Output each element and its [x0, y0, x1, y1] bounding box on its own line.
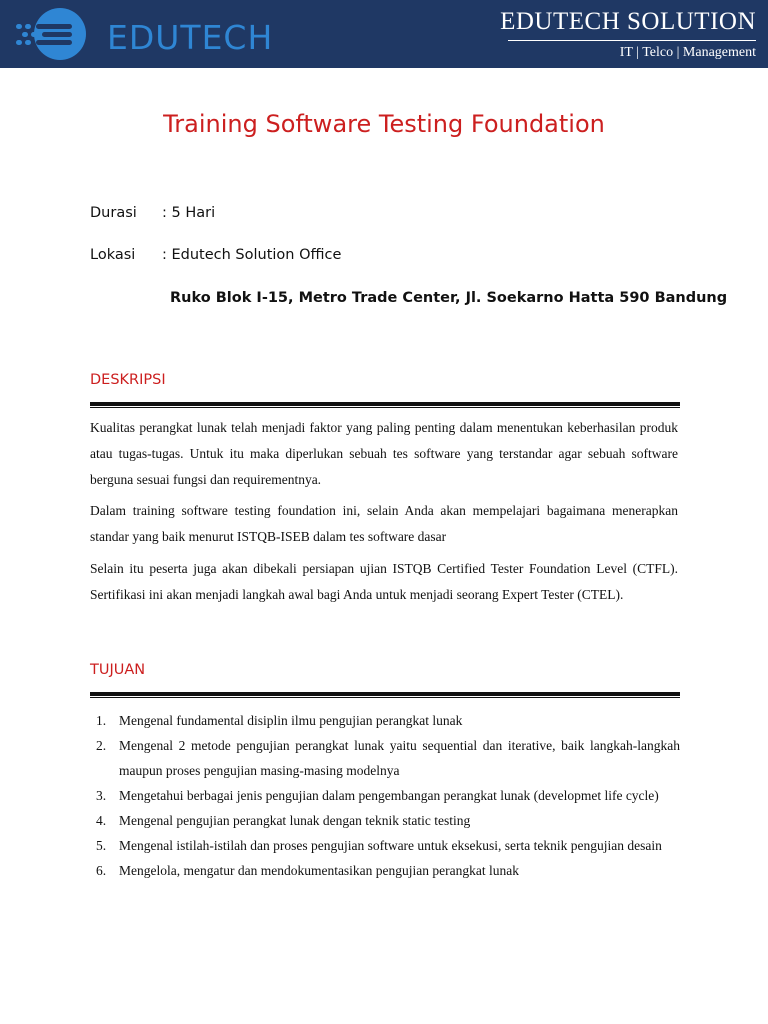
list-item-text: Mengetahui berbagai jenis pengujian dalam pengembangan perangkat lunak (developmet life cycle) [119, 788, 659, 803]
logo-wordmark: EDUTECH [107, 18, 274, 57]
tujuan-divider [90, 692, 680, 696]
list-item-number: 1. [96, 713, 107, 728]
list-item [90, 833, 680, 858]
edutech-logo-mark-icon [12, 6, 102, 62]
list-item-number: 6. [96, 863, 107, 878]
company-block [500, 8, 756, 61]
company-divider [508, 40, 756, 41]
list-item-text: Mengenal pengujian perangkat lunak dengan teknik static testing [119, 813, 471, 828]
list-item-number: 3. [96, 788, 107, 803]
address: Ruko Blok I-15, Metro Trade Center, Jl. Soekarno Hatta 590 Bandung [170, 290, 728, 306]
list-item [90, 708, 680, 733]
deskripsi-paragraph-3: Selain itu peserta juga akan dibekali persiapan ujian ISTQB Certified Tester Foundation Level (CTFL). Sertifikasi ini akan menjadi langkah awal bagi Anda untuk menjadi seorang Expert Tester (CTEL). [90, 561, 678, 602]
lokasi-label: Lokasi [90, 247, 136, 263]
list-item-text: Mengelola, mengatur dan mendokumentasikan pengujian perangkat lunak [119, 863, 520, 878]
company-tagline: IT | Telco | Management [619, 45, 756, 60]
deskripsi-paragraph-2: Dalam training software testing foundation ini, selain Anda akan mempelajari bagaimana menerapkan standar yang baik menurut ISTQB-ISEB dalam tes software dasar [90, 503, 678, 544]
page-title: Training Software Testing Foundation [163, 110, 605, 138]
list-item-text: Mengenal fundamental disiplin ilmu pengujian perangkat lunak [119, 713, 463, 728]
list-item-text: Mengenal istilah-istilah dan proses pengujian software untuk eksekusi, serta teknik pengujian desain [119, 838, 662, 853]
lokasi-value: : Edutech Solution Office [162, 247, 342, 263]
list-item [90, 808, 680, 833]
deskripsi-heading: DESKRIPSI [90, 372, 166, 388]
list-item [90, 733, 680, 783]
list-item [90, 783, 680, 808]
list-item [90, 858, 680, 883]
edutech-logo [12, 6, 274, 62]
company-name: EDUTECH SOLUTION [500, 8, 756, 35]
list-item-number: 4. [96, 813, 107, 828]
list-item-text: Mengenal 2 metode pengujian perangkat lunak yaitu sequential dan iterative, baik langkah-langkah maupun proses pengujian masing-masing modelnya [119, 738, 680, 778]
tujuan-list [90, 708, 680, 883]
lokasi-row [90, 247, 341, 263]
list-item-number: 5. [96, 838, 107, 853]
durasi-label: Durasi [90, 205, 137, 221]
deskripsi-paragraph-1: Kualitas perangkat lunak telah menjadi faktor yang paling penting dalam menentukan keberhasilan produk atau tugas-tugas. Untuk itu maka diperlukan sebuah tes software yang terstandar agar sebuah software berguna sesuai fungsi dan requirementnya. [90, 420, 678, 487]
tujuan-heading: TUJUAN [90, 662, 146, 678]
durasi-value: : 5 Hari [162, 205, 216, 221]
page-header [0, 0, 768, 68]
durasi-row [90, 205, 215, 221]
deskripsi-divider [90, 402, 680, 406]
list-item-number: 2. [96, 738, 107, 753]
